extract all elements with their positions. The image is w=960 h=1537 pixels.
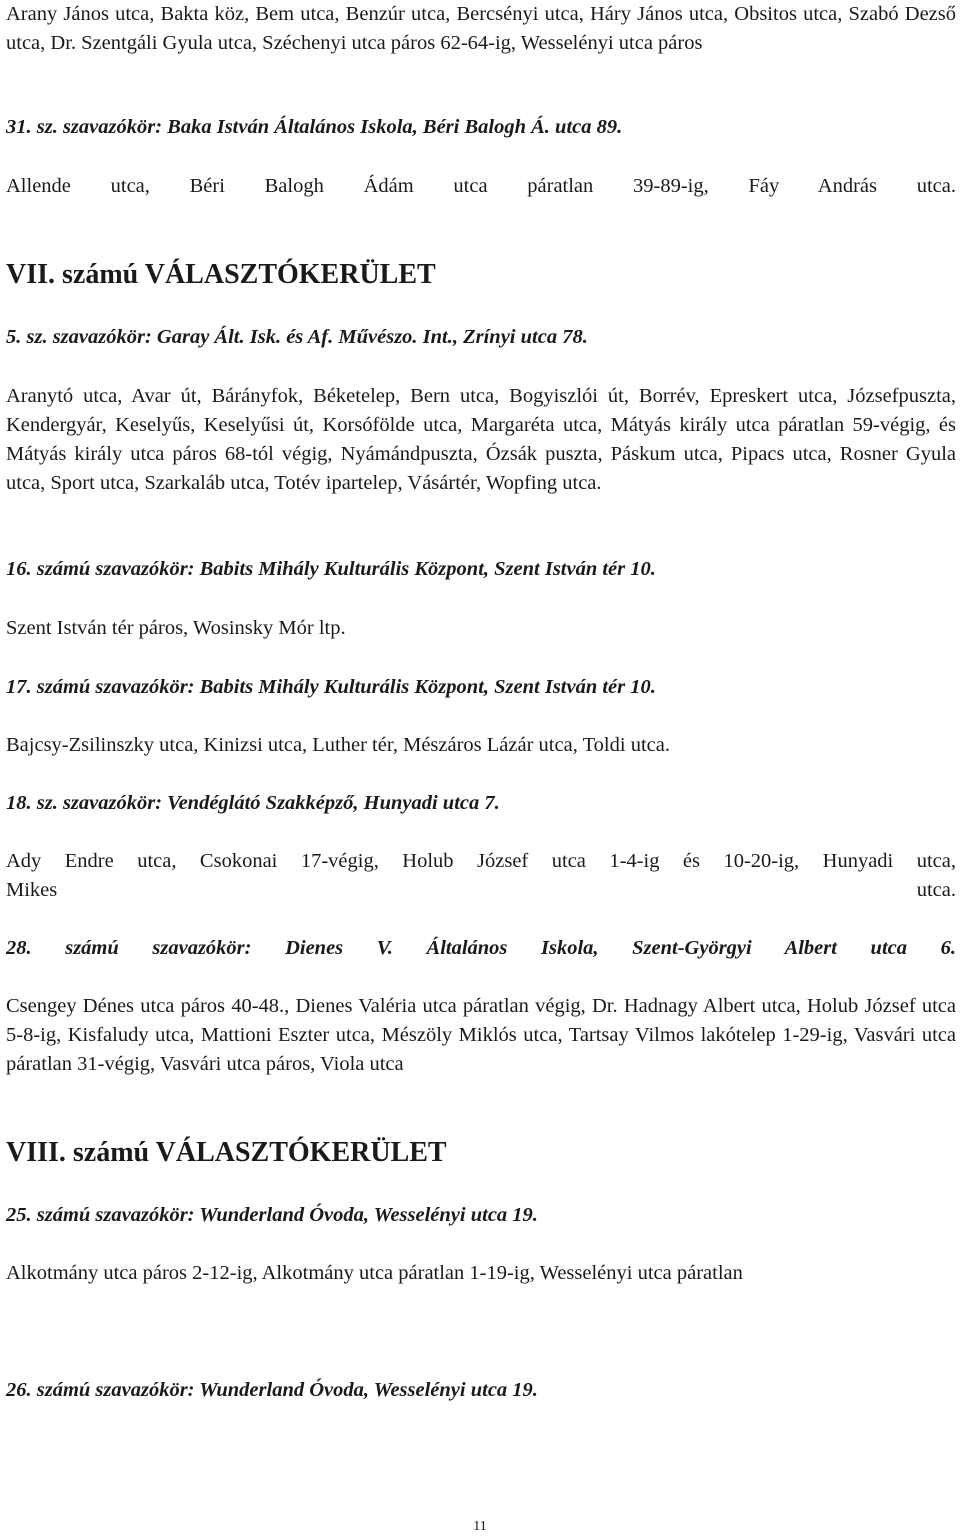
station-25-heading: 25. számú szavazókör: Wunderland Óvoda, Wesselényi utca 19. bbox=[6, 1204, 538, 1226]
district-viii-heading: VIII. számú VÁLASZTÓKERÜLET bbox=[6, 1137, 447, 1168]
station-28-heading: 28. számú szavazókör: Dienes V. Általános Iskola, Szent-Györgyi Albert utca 6. bbox=[6, 937, 956, 959]
streets-continuation: Arany János utca, Bakta köz, Bem utca, Benzúr utca, Bercsényi utca, Háry János utca, Obsitos utca, Szabó Dezső utca, Dr. Szentgáli Gyula utca, Széchenyi utca páros 62-64-ig, Wesselényi utca páros bbox=[6, 3, 956, 54]
station-5-heading: 5. sz. szavazókör: Garay Ált. Isk. és Af. Művészo. Int., Zrínyi utca 78. bbox=[6, 326, 588, 348]
station-28-streets: Csengey Dénes utca páros 40-48., Dienes Valéria utca páratlan végig, Dr. Hadnagy Albert utca, Holub József utca 5-8-ig, Kisfaludy utca, Mattioni Eszter utca, Mészöly Miklós utca, Tartsay Vilmos lakótelep 1-29-ig, Vasvári utca páratlan 31-végig, Vasvári utca páros, Viola utca bbox=[6, 995, 956, 1075]
station-18-streets-end-right: utca. bbox=[916, 879, 956, 901]
station-18-heading: 18. sz. szavazókör: Vendéglátó Szakképző, Hunyadi utca 7. bbox=[6, 792, 500, 814]
station-17-streets: Bajcsy-Zsilinszky utca, Kinizsi utca, Luther tér, Mészáros Lázár utca, Toldi utca. bbox=[6, 734, 670, 756]
station-31-streets: Allende utca, Béri Balogh Ádám utca páratlan 39-89-ig, Fáy András utca. bbox=[6, 175, 956, 197]
station-16-streets: Szent István tér páros, Wosinsky Mór ltp. bbox=[6, 617, 346, 639]
district-vii-heading: VII. számú VÁLASZTÓKERÜLET bbox=[6, 259, 436, 290]
station-18-streets-end bbox=[6, 876, 956, 905]
station-5-streets: Aranytó utca, Avar út, Bárányfok, Béketelep, Bern utca, Bogyiszlói út, Borrév, Epreskert utca, Józsefpuszta, Kendergyár, Keselyűs, Keselyűsi út, Korsóföldе utca, Margaréta utca, Mátyás király utca páratlan 59-végig, és Mátyás király utca páros 68-tól végig, Nyámándpuszta, Ózsák puszta, Páskum utca, Pipacs utca, Rosner Gyula utca, Sport utca, Szarkaláb utca, Totév ipartelep, Vásártér, Wopfing utca. bbox=[6, 385, 956, 494]
station-31-heading: 31. sz. szavazókör: Baka István Általános Iskola, Béri Balogh Á. utca 89. bbox=[6, 116, 623, 138]
station-25-streets: Alkotmány utca páros 2-12-ig, Alkotmány utca páratlan 1-19-ig, Wesselényi utca páratlan bbox=[6, 1262, 743, 1284]
station-18-streets: Ady Endre utca, Csokonai 17-végig, Holub József utca 1-4-ig és 10-20-ig, Hunyadi utca, bbox=[6, 850, 956, 872]
station-26-heading: 26. számú szavazókör: Wunderland Óvoda, Wesselényi utca 19. bbox=[6, 1379, 538, 1401]
station-16-heading: 16. számú szavazókör: Babits Mihály Kulturális Központ, Szent István tér 10. bbox=[6, 558, 656, 580]
page-number: 11 bbox=[473, 1519, 487, 1534]
station-17-heading: 17. számú szavazókör: Babits Mihály Kulturális Központ, Szent István tér 10. bbox=[6, 676, 656, 698]
station-18-streets-end-left: Mikes bbox=[6, 879, 58, 901]
